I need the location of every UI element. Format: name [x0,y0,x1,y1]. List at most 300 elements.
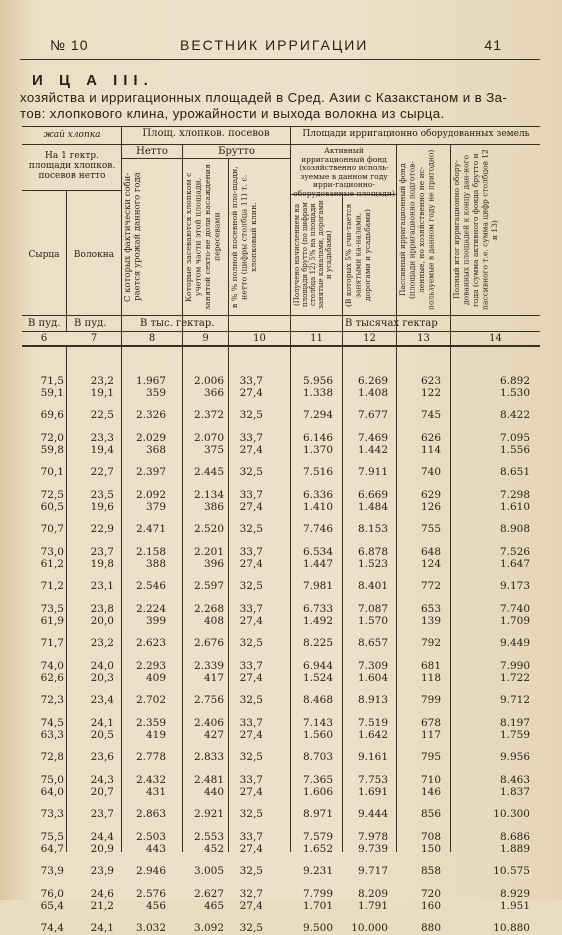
col11-header: (Получено начислением на площади брутто (по цифрам столбца 12) 5% на площади занятые каналами, дорогами и усадьбами) [293,200,333,310]
table-cell: 710 [420,774,441,786]
table-cell-sub: 1.709 [499,615,530,627]
table-cell: 9.500 [302,922,333,934]
table-cell: 9.449 [499,637,530,649]
table-cell: 2.756 [193,694,224,706]
table-cell: 75,5 [40,831,64,843]
table-cell: 772 [420,580,441,592]
table-cell: 24,3 [90,774,114,786]
table-cell: 720 [420,888,441,900]
table-cell-sub: 118 [420,672,441,684]
table-cell: 24,4 [90,831,114,843]
table-cell-sub: 396 [203,558,224,570]
table-cell: 7.095 [499,432,530,444]
table-cell: 2.546 [135,580,166,592]
table-cell: 7.911 [357,466,388,478]
table-cell: 2.397 [135,466,166,478]
table-cell-sub: 1.759 [499,729,530,741]
table-cell: 8.971 [302,808,333,820]
net-header: Нетто [136,146,168,157]
table-cell: 8.153 [357,523,388,535]
table-row [20,546,540,570]
table-cell: 6.534 [302,546,333,558]
table-cell: 3.032 [135,922,166,934]
table-cell: 880 [420,922,441,934]
table-cell-sub: 64,7 [40,843,64,855]
table-cell: 740 [420,466,441,478]
table-cell: 10.000 [351,922,388,934]
table-cell: 72,3 [40,694,64,706]
table-cell-sub: 1.442 [357,444,388,456]
col-number: 14 [489,333,502,344]
table-cell-sub: 114 [420,444,441,456]
table-cell: 2.293 [135,660,166,672]
table-cell: 2.406 [193,717,224,729]
table-cell-sub: 27,4 [239,387,263,399]
table-cell: 7.309 [357,660,388,672]
table-cell: 8.422 [499,409,530,421]
table-cell: 2.481 [193,774,224,786]
table-cell: 33,7 [239,774,263,786]
table-cell-sub: 368 [145,444,166,456]
table-cell: 73,0 [40,546,64,558]
table-cell: 24,6 [90,888,114,900]
table-cell: 755 [420,523,441,535]
col-sep-9 [228,158,229,852]
table-cell: 795 [420,751,441,763]
table-cell: 7.516 [302,466,333,478]
table-cell: 6.269 [357,375,388,387]
table-cell: 74,4 [40,922,64,934]
table-cell: 5.956 [302,375,333,387]
table-cell: 23,7 [90,808,114,820]
table-cell-sub: 19,4 [90,444,114,456]
table-cell: 8.225 [302,637,333,649]
journal-title: ВЕСТНИК ИРРИГАЦИИ [180,37,369,53]
colnum-rule [22,345,540,347]
table-cell: 9.173 [499,580,530,592]
page-number: 41 [484,37,502,53]
table-cell-sub: 19,8 [90,558,114,570]
table-cell: 2.863 [135,808,166,820]
table-cell: 3.092 [193,922,224,934]
table-cell-sub: 62,6 [40,672,64,684]
table-cell: 32,5 [239,637,263,649]
table-cell: 9.712 [499,694,530,706]
table-cell-sub: 359 [145,387,166,399]
table-row [20,489,540,513]
caption-line-2: тов: хлопкового клина, урожайности и выхода волокна из сырца. [20,106,445,121]
table-cell: 9.161 [357,751,388,763]
table-cell: 32,7 [239,888,263,900]
table-cell: 7.677 [357,409,388,421]
table-cell: 32,5 [239,694,263,706]
table-cell: 8.463 [499,774,530,786]
table-cell: 76,0 [40,888,64,900]
table-cell-sub: 409 [145,672,166,684]
table-cell-sub: 63,3 [40,729,64,741]
table-cell: 2.553 [193,831,224,843]
table-row [20,717,540,741]
table-cell: 9.717 [357,865,388,877]
table-cell-sub: 1.408 [357,387,388,399]
col10-header: в % % полной посевной пло-щади, нетто (цифры столбца 11) т. с. хлопковый клин. [230,166,258,308]
table-cell-sub: 1.492 [302,615,333,627]
table-cell: 71,5 [40,375,64,387]
table-cell: 24,1 [90,922,114,934]
table-cell: 2.623 [135,637,166,649]
table-cell-sub: 59,1 [40,387,64,399]
table-cell-sub: 27,4 [239,444,263,456]
table-cell-sub: 1.410 [302,501,333,513]
table-row [20,888,540,912]
table-cell-sub: 27,4 [239,729,263,741]
table-cell: 7.365 [302,774,333,786]
table-cell-sub: 160 [420,900,441,912]
table-cell: 72,5 [40,489,64,501]
table-cell-sub: 60,5 [40,501,64,513]
table-cell: 9.956 [499,751,530,763]
table-row [20,523,540,536]
table-cell: 681 [420,660,441,672]
table-row [20,375,540,399]
table-cell-sub: 61,2 [40,558,64,570]
table-cell-sub: 379 [145,501,166,513]
table-cell-sub: 375 [203,444,224,456]
col-number: 9 [202,333,209,344]
table-cell: 2.326 [135,409,166,421]
yield-per-ha-header: На 1 гектр. площади хлопков. посевов нетто [28,151,116,181]
table-group-rule [22,144,540,145]
table-cell: 7.799 [302,888,333,900]
table-cell-sub: 65,4 [40,900,64,912]
table-cell: 7.990 [499,660,530,672]
table-cell-sub: 27,4 [239,900,263,912]
table-cell: 2.921 [193,808,224,820]
table-row [20,831,540,855]
table-cell: 7.526 [499,546,530,558]
table-row [20,637,540,650]
table-cell-sub: 1.642 [357,729,388,741]
table-cell: 32,5 [239,922,263,934]
table-cell-sub: 1.338 [302,387,333,399]
table-cell: 7.298 [499,489,530,501]
raw-header: Сырца [28,250,60,260]
table-cell-sub: 61,9 [40,615,64,627]
table-cell: 8.929 [499,888,530,900]
table-cell: 2.092 [135,489,166,501]
table-cell-sub: 27,4 [239,843,263,855]
table-cell: 799 [420,694,441,706]
table-cell: 33,7 [239,660,263,672]
table-cell-sub: 427 [203,729,224,741]
unit-fiber: В пуд. [74,318,107,329]
table-cell: 3.005 [193,865,224,877]
table-cell: 74,0 [40,660,64,672]
unit-raw: В пуд. [28,318,61,329]
table-cell-sub: 1.370 [302,444,333,456]
table-cell-sub: 20,3 [90,672,114,684]
table-cell-sub: 456 [145,900,166,912]
table-cell: 7.087 [357,603,388,615]
table-cell: 6.336 [302,489,333,501]
table-cell: 7.740 [499,603,530,615]
irrigated-group-header: Площади ирригационно оборудованных земель [302,129,530,139]
table-cell: 23,1 [90,580,114,592]
table-cell-sub: 27,4 [239,615,263,627]
table-cell: 856 [420,808,441,820]
table-cell-sub: 419 [145,729,166,741]
table-cell-sub: 1.701 [302,900,333,912]
table-cell-sub: 27,4 [239,672,263,684]
table-cell: 32,5 [239,865,263,877]
table-cell-sub: 1.610 [499,501,530,513]
table-cell-sub: 20,9 [90,843,114,855]
table-row [20,774,540,798]
table-cell-sub: 124 [420,558,441,570]
table-cell: 792 [420,637,441,649]
table-cell: 10.575 [493,865,530,877]
col-number: 6 [40,333,48,344]
table-cell: 6.669 [357,489,388,501]
header-rule [20,59,540,60]
table-cell-sub: 27,4 [239,501,263,513]
table-cell: 9.444 [357,808,388,820]
table-cell: 8.703 [302,751,333,763]
table-cell: 8.913 [357,694,388,706]
table-cell: 629 [420,489,441,501]
table-cell-sub: 1.523 [357,558,388,570]
table-cell-sub: 1.837 [499,786,530,798]
unit-irrig: В тысячах гектар [345,318,438,329]
table-cell: 2.268 [193,603,224,615]
table-cell: 23,2 [90,375,114,387]
table-cell: 2.520 [193,523,224,535]
table-cell: 6.733 [302,603,333,615]
table-cell-sub: 59,8 [40,444,64,456]
table-cell-sub: 1.951 [499,900,530,912]
table-cell: 2.576 [135,888,166,900]
table-cell: 8.651 [499,466,530,478]
table-cell: 8.468 [302,694,333,706]
table-cell: 2.432 [135,774,166,786]
table-cell-sub: 452 [203,843,224,855]
table-cell: 32,5 [239,580,263,592]
caption-line-1: хозяйства и ирригационных площадей в Сред. Азии с Казакстаном и в За- [20,90,508,105]
table-cell: 2.339 [193,660,224,672]
table-cell-sub: 64,0 [40,786,64,798]
table-cell: 626 [420,432,441,444]
table-cell: 33,7 [239,546,263,558]
table-cell-sub: 146 [420,786,441,798]
table-cell-sub: 1.791 [357,900,388,912]
table-cell: 33,7 [239,375,263,387]
table-cell-sub: 150 [420,843,441,855]
table-cell: 8.686 [499,831,530,843]
table-cell: 74,5 [40,717,64,729]
running-head [50,37,502,57]
table-cell: 32,5 [239,751,263,763]
table-cell: 23,9 [90,865,114,877]
table-cell-sub: 465 [203,900,224,912]
table-cell: 32,5 [239,808,263,820]
col-number: 7 [90,333,98,344]
table-cell: 24,1 [90,717,114,729]
table-cell-sub: 1.556 [499,444,530,456]
table-cell: 2.445 [193,466,224,478]
table-cell-sub: 1.606 [302,786,333,798]
table-cell-sub: 117 [420,729,441,741]
table-cell: 23,6 [90,751,114,763]
table-cell: 22,7 [90,466,114,478]
table-cell-sub: 1.570 [357,615,388,627]
table-row [20,922,540,935]
table-cell-sub: 443 [145,843,166,855]
table-cell: 73,5 [40,603,64,615]
table-cell-sub: 388 [145,558,166,570]
table-cell-sub: 27,4 [239,786,263,798]
table-cell: 8.209 [357,888,388,900]
col13-header: Пассивный ирригационный фонд (площади ирригационно подготов-ленные, но хозяйственно не ис-пользуемые в данном году не пригодно) [398,149,436,311]
table-cell: 2.006 [193,375,224,387]
table-cell: 2.946 [135,865,166,877]
table-cell: 2.224 [135,603,166,615]
table-cell-sub: 408 [203,615,224,627]
col12-header: (В которых 5% счи-тается занятыми ка-налами, дорогами и усадьбами) [344,203,372,307]
table-cell-sub: 19,6 [90,501,114,513]
table-cell: 72,8 [40,751,64,763]
col-number: 10 [253,333,266,344]
table-cell: 10.300 [493,808,530,820]
table-cell: 653 [420,603,441,615]
table-cell: 708 [420,831,441,843]
table-cell: 2.029 [135,432,166,444]
table-cell-sub: 126 [420,501,441,513]
table-cell: 6.878 [357,546,388,558]
table-cell-sub: 431 [145,786,166,798]
table-cell-sub: 122 [420,387,441,399]
table-cell: 8.197 [499,717,530,729]
col14-header: Полный итог ирригационно обору-дованных площадей к концу дан-ного года (сумма активного фонда брутто и пассивного т.е. сумма цифр столбцов 12 и 13) [452,149,499,311]
table-cell: 6.146 [302,432,333,444]
table-cell-sub: 440 [203,786,224,798]
table-cell: 71,7 [40,637,64,649]
table-row [20,660,540,684]
table-label: И Ц А III. [32,72,154,89]
table-cell: 2.676 [193,637,224,649]
table-cell-sub: 399 [145,615,166,627]
active-fund-header: Активный ирригационный фонд (хозяйственно исполь-зуемые в данном году ирри-гационно-оборудованные площади) [293,146,395,198]
table-cell-sub: 366 [203,387,224,399]
table-cell-sub: 1.647 [499,558,530,570]
table-cell: 858 [420,865,441,877]
table-cell-sub: 20,7 [90,786,114,798]
gross-header: Брутто [218,146,255,157]
table-cell-sub: 20,5 [90,729,114,741]
table-cell-sub: 417 [203,672,224,684]
col-number: 8 [148,333,156,344]
table-cell-sub: 1.722 [499,672,530,684]
table-cell: 2.070 [193,432,224,444]
table-cell: 7.294 [302,409,333,421]
table-cell: 7.753 [357,774,388,786]
issue-number: № 10 [50,37,89,53]
table-row [20,751,540,764]
table-cell: 745 [420,409,441,421]
table-cell-sub: 1.530 [499,387,530,399]
table-cell: 33,7 [239,831,263,843]
table-cell: 2.359 [135,717,166,729]
table-cell-sub: 27,4 [239,558,263,570]
table-cell: 2.833 [193,751,224,763]
table-cell: 23,5 [90,489,114,501]
table-cell-sub: 1.604 [357,672,388,684]
col-number: 12 [363,333,376,344]
table-cell: 69,6 [40,409,64,421]
table-cell-sub: 21,2 [90,900,114,912]
table-cell: 33,7 [239,603,263,615]
table-cell: 2.702 [135,694,166,706]
table-cell: 75,0 [40,774,64,786]
table-row [20,694,540,707]
table-cell-sub: 1.560 [302,729,333,741]
yield-group-header: жай хлопка [43,130,101,140]
yield-subrule [22,190,121,191]
col9-header: Которые засеваются хлопком с учетом части этой площади, занятой сехто-не доли насаждения пересевами [184,164,222,310]
table-cell: 8.401 [357,580,388,592]
table-top-rule [22,126,540,127]
table-cell: 7.981 [302,580,333,592]
table-cell: 32,5 [239,523,263,535]
table-cell-sub: 386 [203,501,224,513]
table-cell-sub: 1.524 [302,672,333,684]
table-row [20,865,540,878]
sown-area-group-header: Площ. хлопков. посевов [142,128,270,139]
table-cell: 73,9 [40,865,64,877]
table-cell: 2.201 [193,546,224,558]
table-cell: 32,5 [239,466,263,478]
table-cell: 7.746 [302,523,333,535]
table-cell: 8.908 [499,523,530,535]
table-row [20,466,540,479]
table-cell: 7.143 [302,717,333,729]
table-cell: 2.372 [193,409,224,421]
table-cell: 2.503 [135,831,166,843]
table-row [20,808,540,821]
fiber-header: Волокна [73,250,115,260]
table-cell: 2.778 [135,751,166,763]
table-row [20,603,540,627]
table-header-bottom-rule [22,315,540,316]
table-cell: 7.978 [357,831,388,843]
table-cell: 2.597 [193,580,224,592]
col-number: 13 [417,333,430,344]
col8-header: С которых фактически соби-рается урожай данного года [123,172,143,302]
table-cell-sub: 139 [420,615,441,627]
table-cell: 33,7 [239,432,263,444]
table-cell: 72,0 [40,432,64,444]
table-cell: 23,7 [90,546,114,558]
table-cell: 33,7 [239,717,263,729]
col-sep-6-head [66,190,67,331]
table-cell: 24,0 [90,660,114,672]
table-cell: 6.944 [302,660,333,672]
table-cell: 678 [420,717,441,729]
table-cell: 2.471 [135,523,166,535]
units-rule [22,331,540,332]
table-cell: 33,7 [239,489,263,501]
table-cell: 623 [420,375,441,387]
table-row [20,409,540,422]
